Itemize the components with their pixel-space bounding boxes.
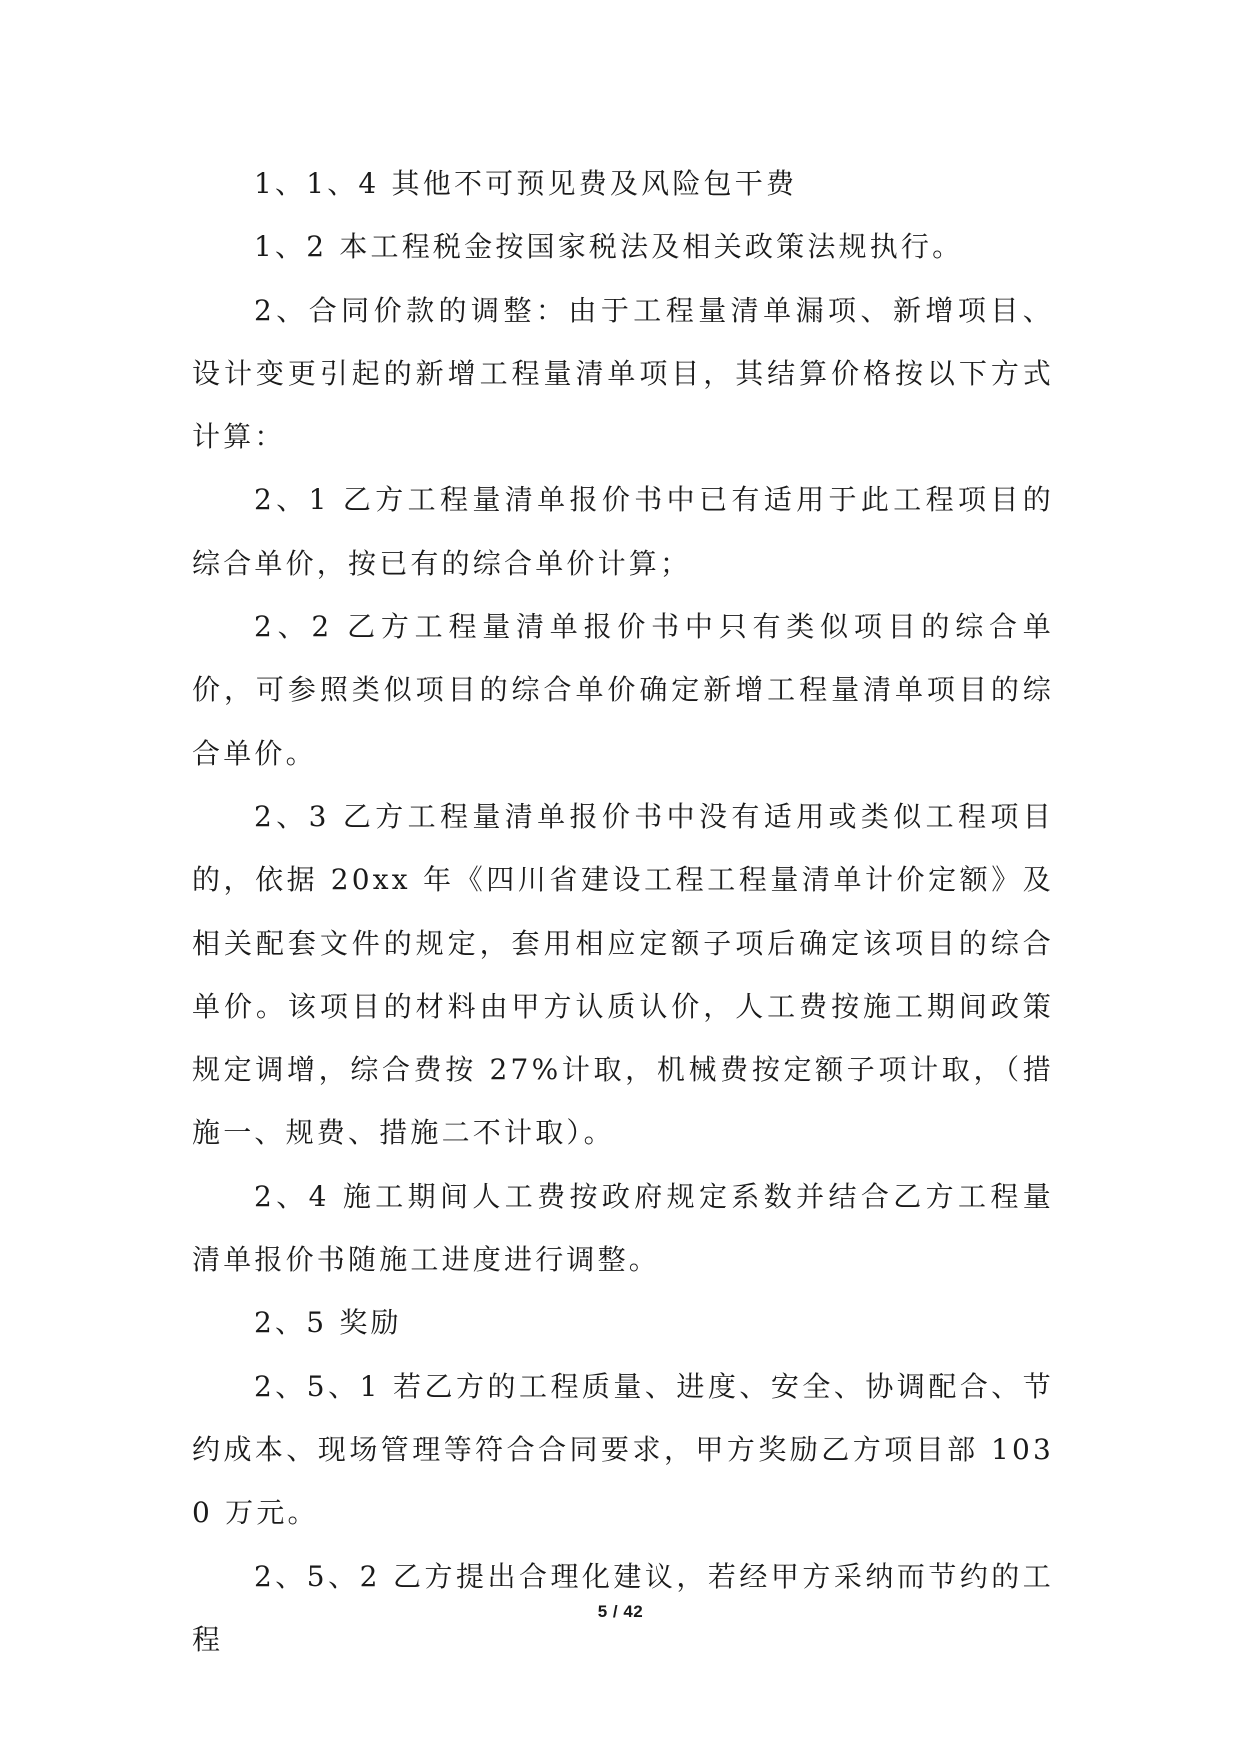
paragraph-2-5-1: 2、5、1 若乙方的工程质量、进度、安全、协调配合、节约成本、现场管理等符合合同要求，甲方奖励乙方项目部 1030 万元。 [192,1369,1054,1530]
paragraph-2-5: 2、5 奖励 [254,1306,402,1340]
paragraph-1-2: 1、2 本工程税金按国家税法及相关政策法规执行。 [254,230,964,264]
paragraph-2-3: 2、3 乙方工程量清单报价书中没有适用或类似工程项目的，依据 20xx 年《四川省建设工程工程量清单计价定额》及相关配套文件的规定，套用相应定额子项后确定该项目的综合单价。该项目的材料由甲方认质认价，人工费按施工期间政策规定调增，综合费按 27%计取，机械费按定额子项计取，（措施一、规费、措施二不计取）。 [192,799,1054,1150]
document-body [192,152,1054,1671]
paragraph-2-2: 2、2 乙方工程量清单报价书中只有类似项目的综合单价，可参照类似项目的综合单价确定新增工程量清单项目的综合单价。 [192,610,1054,770]
paragraph-2-1: 2、1 乙方工程量清单报价书中已有适用于此工程项目的综合单价，按已有的综合单价计算； [192,483,1054,580]
paragraph-1-1-4: 1、1、4 其他不可预见费及风险包干费 [254,167,798,200]
paragraph-2-5-2: 2、5、2 乙方提出合理化建议，若经甲方采纳而节约的工程 [192,1559,1054,1656]
paragraph-2: 2、合同价款的调整：由于工程量清单漏项、新增项目、设计变更引起的新增工程量清单项目，其结算价格按以下方式计算： [192,293,1054,454]
page-number: 5 / 42 [597,1602,644,1621]
paragraph-2-4: 2、4 施工期间人工费按政府规定系数并结合乙方工程量清单报价书随施工进度进行调整。 [192,1179,1054,1277]
